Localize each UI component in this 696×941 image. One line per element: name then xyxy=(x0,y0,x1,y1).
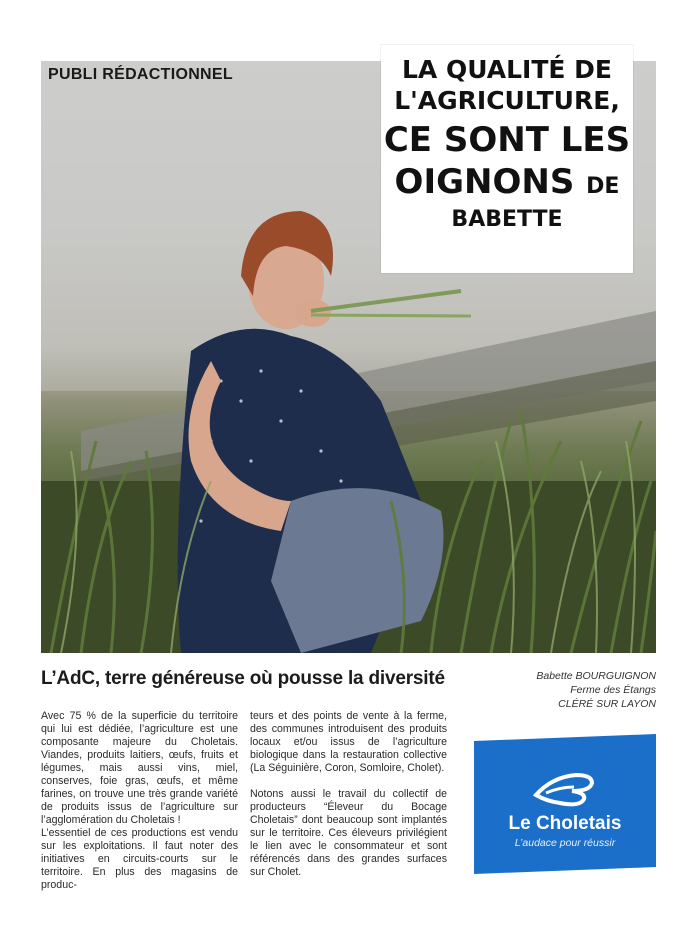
logo-name: Le Choletais xyxy=(508,813,622,834)
body-paragraph: Avec 75 % de la superficie du territoire qui lui est dédiée, l’agriculture est une composante majeure du Choletais. Viandes, produits laitiers, œufs, fruits et légumes, mais aussi vins, miel, conserves, foie gras, œufs, et même farines, on trouve une très grande variété de produits issus de l’agriculture sur l’agglomération du Choletais ! xyxy=(41,710,238,826)
headline-de: DE xyxy=(586,174,620,199)
headline-line-3: CE SONT LES xyxy=(383,120,631,160)
headline xyxy=(381,55,633,231)
headline-line-1: LA QUALITÉ DE xyxy=(401,55,612,84)
body-paragraph: Notons aussi le travail du collectif de producteurs “Éleveur du Bocage Choletais” dont beaucoup sont implantés sur le territoire. Ces éleveurs privilégient le lien avec le consommateur et sont référencés dans des grandes surfaces sur Cholet. xyxy=(250,788,447,878)
logo-tagline: L’audace pour réussir xyxy=(514,837,616,849)
headline-line-2: L'AGRICULTURE, xyxy=(394,86,620,115)
headline-line-5: BABETTE xyxy=(451,207,563,232)
caption-name: Babette BOURGUIGNON xyxy=(536,670,656,682)
body-paragraph: L’essentiel de ces productions est vendu sur les exploitations. Il faut noter des initiatives en circuits-courts sur le territoire. En plus des magasins de produc- xyxy=(41,827,238,891)
caption-farm: Ferme des Étangs xyxy=(570,684,656,696)
headline-line-4 xyxy=(381,162,633,202)
section-kicker: PUBLI RÉDACTIONNEL xyxy=(48,66,233,83)
body-column-1 xyxy=(41,710,238,892)
headline-oignons: OIGNONS xyxy=(394,162,575,202)
article-subhead: L’AdC, terre généreuse où pousse la diversité xyxy=(41,668,445,689)
choletais-emblem-icon xyxy=(532,769,598,809)
caption-place: CLÉRÉ SUR LAYON xyxy=(558,698,656,710)
body-column-2 xyxy=(250,710,447,879)
photo-caption xyxy=(536,669,656,711)
headline-box xyxy=(381,45,633,273)
body-paragraph: teurs et des points de vente à la ferme, des communes introduisent des produits locaux et/ou issus de l’agriculture biologique dans la restauration collective (La Séguinière, Coron, Somloire, Cholet). xyxy=(250,710,447,774)
le-choletais-logo xyxy=(474,734,656,874)
